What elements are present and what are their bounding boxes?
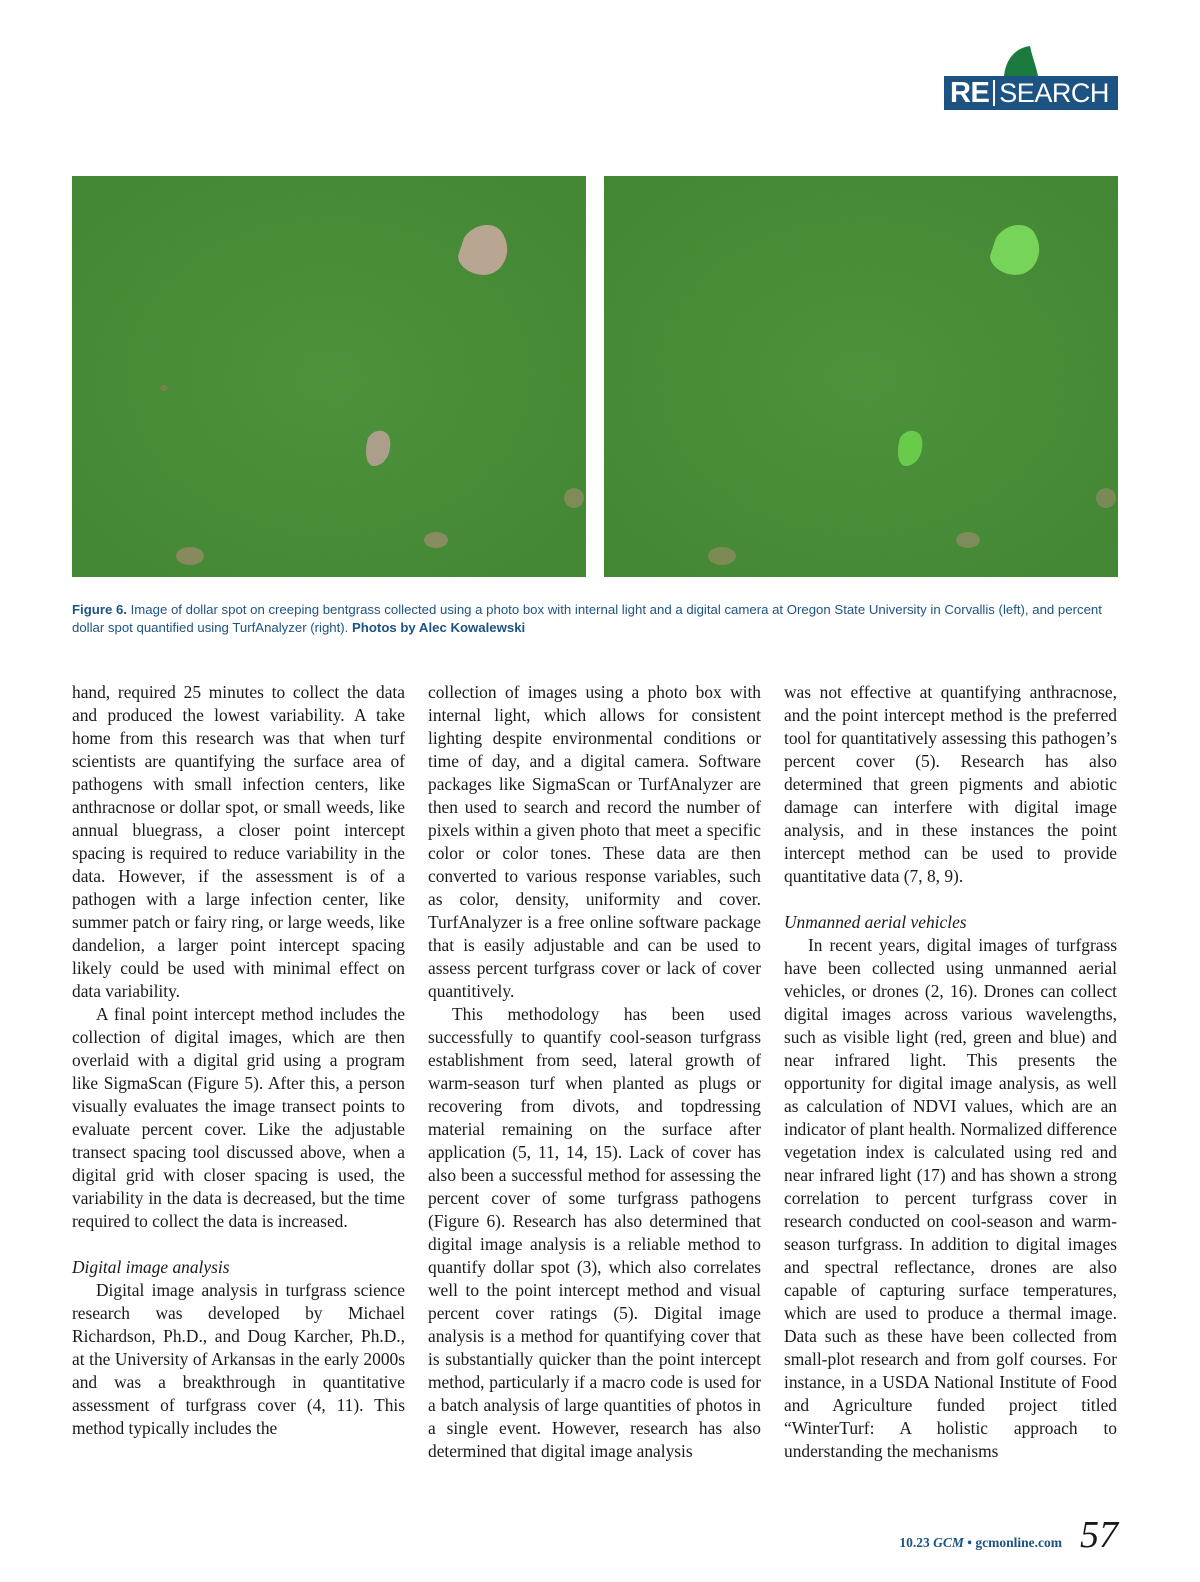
issue-date: 10.23 — [899, 1535, 934, 1550]
paragraph: Digital image analysis in turfgrass science research was developed by Michael Richardson, Ph.D., and Doug Karcher, Ph.D., at the University of Arkansas in the early 2000s and was a breakthrough in quantitative assessment of turfgrass cover (4, 11). This method typically includes the — [72, 1280, 405, 1438]
figure-caption-text: Image of dollar spot on creeping bentgrass collected using a photo box with internal light and a digital camera at Oregon State University in Corvallis (left), and percent dollar spot quantified using TurfAnalyzer (right). — [72, 602, 1102, 635]
paragraph: hand, required 25 minutes to collect the data and produced the lowest variability. A take home from this research was that when turf scientists are quantifying the surface area of pathogens with small infection centers, like anthracnose or dollar spot, or small weeds, like annual bluegrass, a closer point intercept spacing is required to reduce variability in the data. However, if the assessment is of a pathogen with a large infection center, like summer patch or fairy ring, or large weeds, like dandelion, a larger point intercept spacing likely could be used with minimal effect on data variability. — [72, 682, 405, 1001]
turf-photo-dollar-spot — [72, 176, 586, 577]
paragraph: was not effective at quantifying anthracnose, and the point intercept method is the preferred tool for quantitatively assessing this pathogen’s percent cover (5). Research has also determined that green pigments and abiotic damage can interfere with digital image analysis, and in these instances the point intercept method can be used to provide quantitative data (7, 8, 9). — [784, 682, 1117, 886]
section-heading-digital-image-analysis: Digital image analysis — [72, 1257, 230, 1277]
text-column-2 — [428, 681, 761, 1463]
text-column-3 — [784, 681, 1117, 1463]
paragraph: collection of images using a photo box with internal light, which allows for consistent lighting despite environmental conditions or time of day, and a digital camera. Software packages like SigmaScan or TurfAnalyzer are then used to search and record the number of pixels within a given photo that meet a specific color or color tones. These data are then converted to various response variables, such as color, density, uniformity and cover. TurfAnalyzer is a free online software package that is easily adjustable and can be used to assess percent turfgrass cover or lack of cover quantitively. — [428, 682, 761, 1001]
page-footer — [899, 1516, 1118, 1554]
paragraph: A final point intercept method includes the collection of digital images, which are then overlaid with a digital grid using a program like SigmaScan (Figure 5). After this, a person visually evaluates the image transect points to evaluate percent cover. Like the adjustable transect spacing tool discussed above, when a digital grid with closer spacing is used, the variability in the data is decreased, but the time required to collect the data is increased. — [72, 1004, 405, 1231]
leaf-icon — [1002, 46, 1038, 76]
logo-divider — [993, 80, 995, 106]
figure-caption — [72, 601, 1118, 637]
research-logo — [944, 46, 1118, 112]
page-number: 57 — [1080, 1514, 1118, 1556]
paragraph: This methodology has been used successfully to quantify cool-season turfgrass establishment from seed, lateral growth of warm-season turf when planted as plugs or recovering from divots, and topdressing material remaining on the surface after application (5, 11, 14, 15). Lack of cover has also been a successful method for assessing the percent cover of some turfgrass pathogens (Figure 6). Research has also determined that digital image analysis is a reliable method to quantify dollar spot (3), which also correlates well to the point intercept method and visual percent cover ratings (5). Digital image analysis is a method for quantifying cover that is substantially quicker than the point intercept method, particularly if a macro code is used for a batch analysis of large quantities of photos in a single event. However, research has also determined that digital image analysis — [428, 1004, 761, 1461]
logo-bar — [944, 76, 1118, 110]
text-column-1 — [72, 681, 405, 1440]
footer-issue — [899, 1535, 1062, 1551]
figure-label: Figure 6. — [72, 602, 127, 617]
logo-search-text: SEARCH — [999, 78, 1109, 108]
logo-re-text: RE — [950, 77, 990, 109]
turf-photo-turfanalyzer-quantified — [604, 176, 1118, 577]
paragraph: In recent years, digital images of turfgrass have been collected using unmanned aerial vehicles, or drones (2, 16). Drones can collect digital images across various wavelengths, such as visible light (red, green and blue) and near infrared light. This presents the opportunity for digital image analysis, as well as calculation of NDVI values, which are an indicator of plant health. Normalized difference vegetation index is calculated using red and near infrared light (17) and has shown a strong correlation to percent turfgrass cover in research conducted on cool-season and warm-season turfgrass. In addition to digital images and spectral reflectance, drones are also capable of capturing surface temperatures, which are used to produce a thermal image. Data such as these have been collected from small-plot research and from golf courses. For instance, in a USDA National Institute of Food and Agriculture funded project titled “WinterTurf: A holistic approach to understanding the mechanisms — [784, 935, 1117, 1461]
section-heading-unmanned-aerial-vehicles: Unmanned aerial vehicles — [784, 912, 967, 932]
photo-credit: Photos by Alec Kowalewski — [352, 620, 526, 635]
magazine-name: GCM — [933, 1535, 964, 1550]
website: • gcmonline.com — [963, 1535, 1062, 1550]
